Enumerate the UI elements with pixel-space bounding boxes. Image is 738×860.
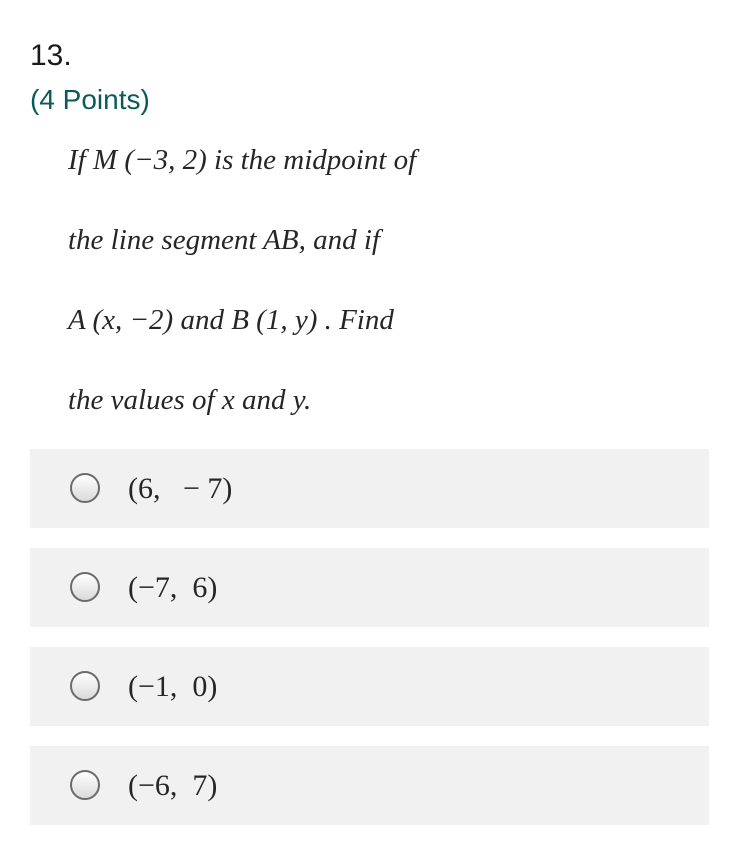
question-line: A (x, −2) and B (1, y) . Find (68, 304, 394, 336)
answer-option-3[interactable] (30, 647, 709, 726)
answer-options (30, 449, 709, 845)
question-line: If M (−3, 2) is the midpoint of (68, 144, 417, 176)
question-points: (4 Points) (30, 84, 150, 115)
answer-option-1[interactable] (30, 449, 709, 528)
radio-button[interactable] (70, 770, 100, 800)
answer-option-2[interactable] (30, 548, 709, 627)
question-text (68, 138, 688, 458)
radio-button[interactable] (70, 671, 100, 701)
answer-option-4[interactable] (30, 746, 709, 825)
question-line: the values of x and y. (68, 384, 312, 416)
answer-option-label: (−6, 7) (128, 769, 218, 802)
radio-button[interactable] (70, 572, 100, 602)
radio-button[interactable] (70, 473, 100, 503)
question-number: 13. (30, 39, 72, 72)
question-line: the line segment AB, and if (68, 224, 380, 256)
answer-option-label: (−1, 0) (128, 670, 218, 703)
answer-option-label: (−7, 6) (128, 571, 218, 604)
answer-option-label: (6, − 7) (128, 472, 233, 505)
